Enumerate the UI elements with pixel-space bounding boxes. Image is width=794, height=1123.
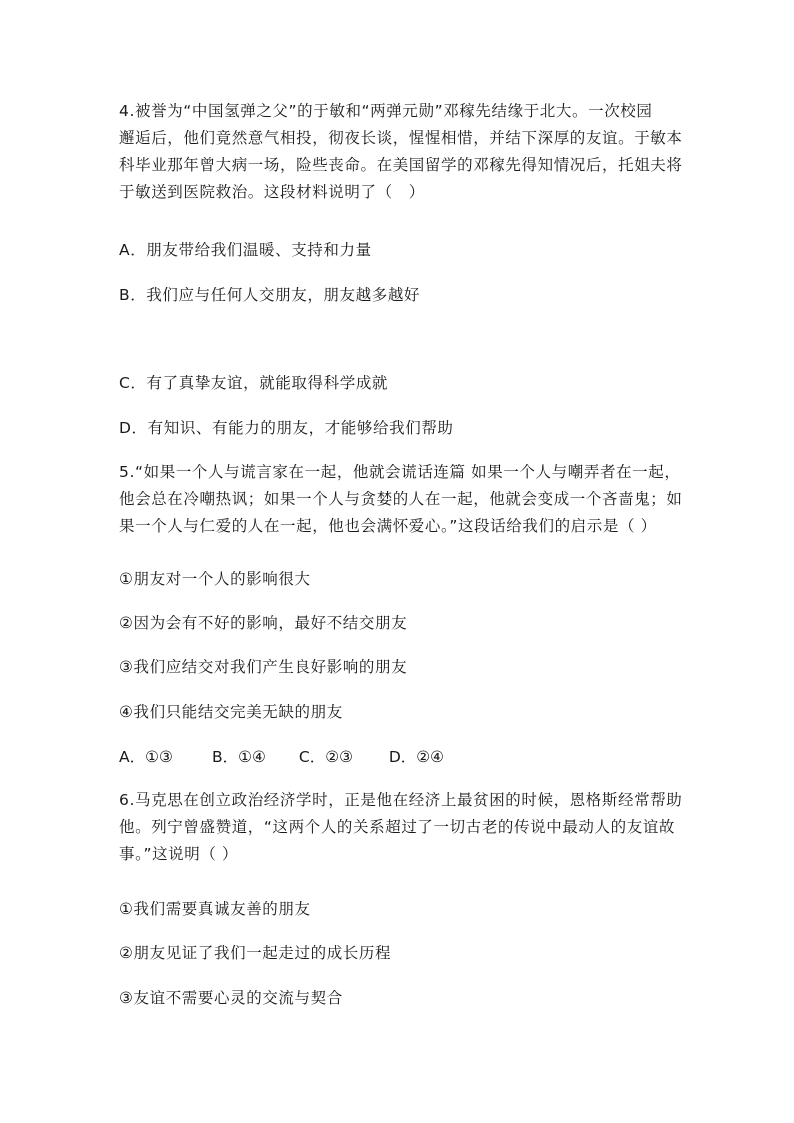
question-5-choices (119, 746, 459, 768)
question-6-stem-line: 6.马克思在创立政治经济学时，正是他在经济上最贫困的时候，恩格斯经常帮助 (119, 791, 683, 809)
question-5-statement-4: ④我们只能结交完美无缺的朋友 (119, 703, 343, 721)
question-5-statement-3: ③我们应结交对我们产生良好影响的朋友 (119, 658, 408, 676)
question-5-choice-c: C．②③ (298, 748, 353, 766)
question-5-statement-2: ②因为会有不好的影响，最好不结交朋友 (119, 614, 408, 632)
question-6-statement-2: ②朋友见证了我们一起走过的成长历程 (119, 944, 392, 962)
question-4-option-b: B．我们应与任何人交朋友，朋友越多越好 (119, 286, 421, 304)
question-6-stem (119, 787, 683, 868)
question-4-stem-line: 科毕业那年曾大病一场，险些丧命。在美国留学的邓稼先得知情况后，托姐夫将 (119, 156, 683, 174)
question-5-stem (119, 459, 683, 540)
question-5-choice-b: B．①④ (211, 748, 266, 766)
question-4-option-c: C．有了真挚友谊，就能取得科学成就 (119, 374, 389, 392)
question-5-statement-1: ①朋友对一个人的影响很大 (119, 570, 311, 588)
question-6-stem-line: 事。”这说明（ ） (119, 845, 239, 863)
question-4-stem-line: 邂逅后，他们竟然意气相投，彻夜长谈，惺惺相惜，并结下深厚的友谊。于敏本 (119, 129, 683, 147)
question-4-stem-line: 于敏送到医院救治。这段材料说明了（ ） (119, 183, 425, 201)
question-5-choice-d: D．②④ (388, 748, 445, 766)
question-5-stem-line: 5.“如果一个人与谎言家在一起，他就会谎话连篇 如果一个人与嘲弄者在一起， (119, 463, 681, 481)
question-5-choice-a: A．①③ (119, 748, 173, 766)
question-4-option-a: A．朋友带给我们温暖、支持和力量 (119, 241, 372, 259)
question-4-stem-line: 4.被誉为“中国氢弹之父”的于敏和“两弹元勋”邓稼先结缘于北大。一次校园 (119, 102, 653, 120)
question-6-statement-1: ①我们需要真诚友善的朋友 (119, 900, 311, 918)
question-4-option-d: D．有知识、有能力的朋友，才能够给我们帮助 (119, 419, 454, 437)
question-6-stem-line: 他。列宁曾盛赞道，“这两个人的关系超过了一切古老的传说中最动人的友谊故 (119, 818, 676, 836)
question-4-stem (119, 98, 683, 206)
question-5-stem-line: 果一个人与仁爱的人在一起，他也会满怀爱心。”这段话给我们的启示是（ ） (119, 517, 657, 535)
question-5-stem-line: 他会总在冷嘲热讽；如果一个人与贪婪的人在一起，他就会变成一个吝啬鬼；如 (119, 490, 683, 508)
question-6-statement-3: ③友谊不需要心灵的交流与契合 (119, 989, 343, 1007)
